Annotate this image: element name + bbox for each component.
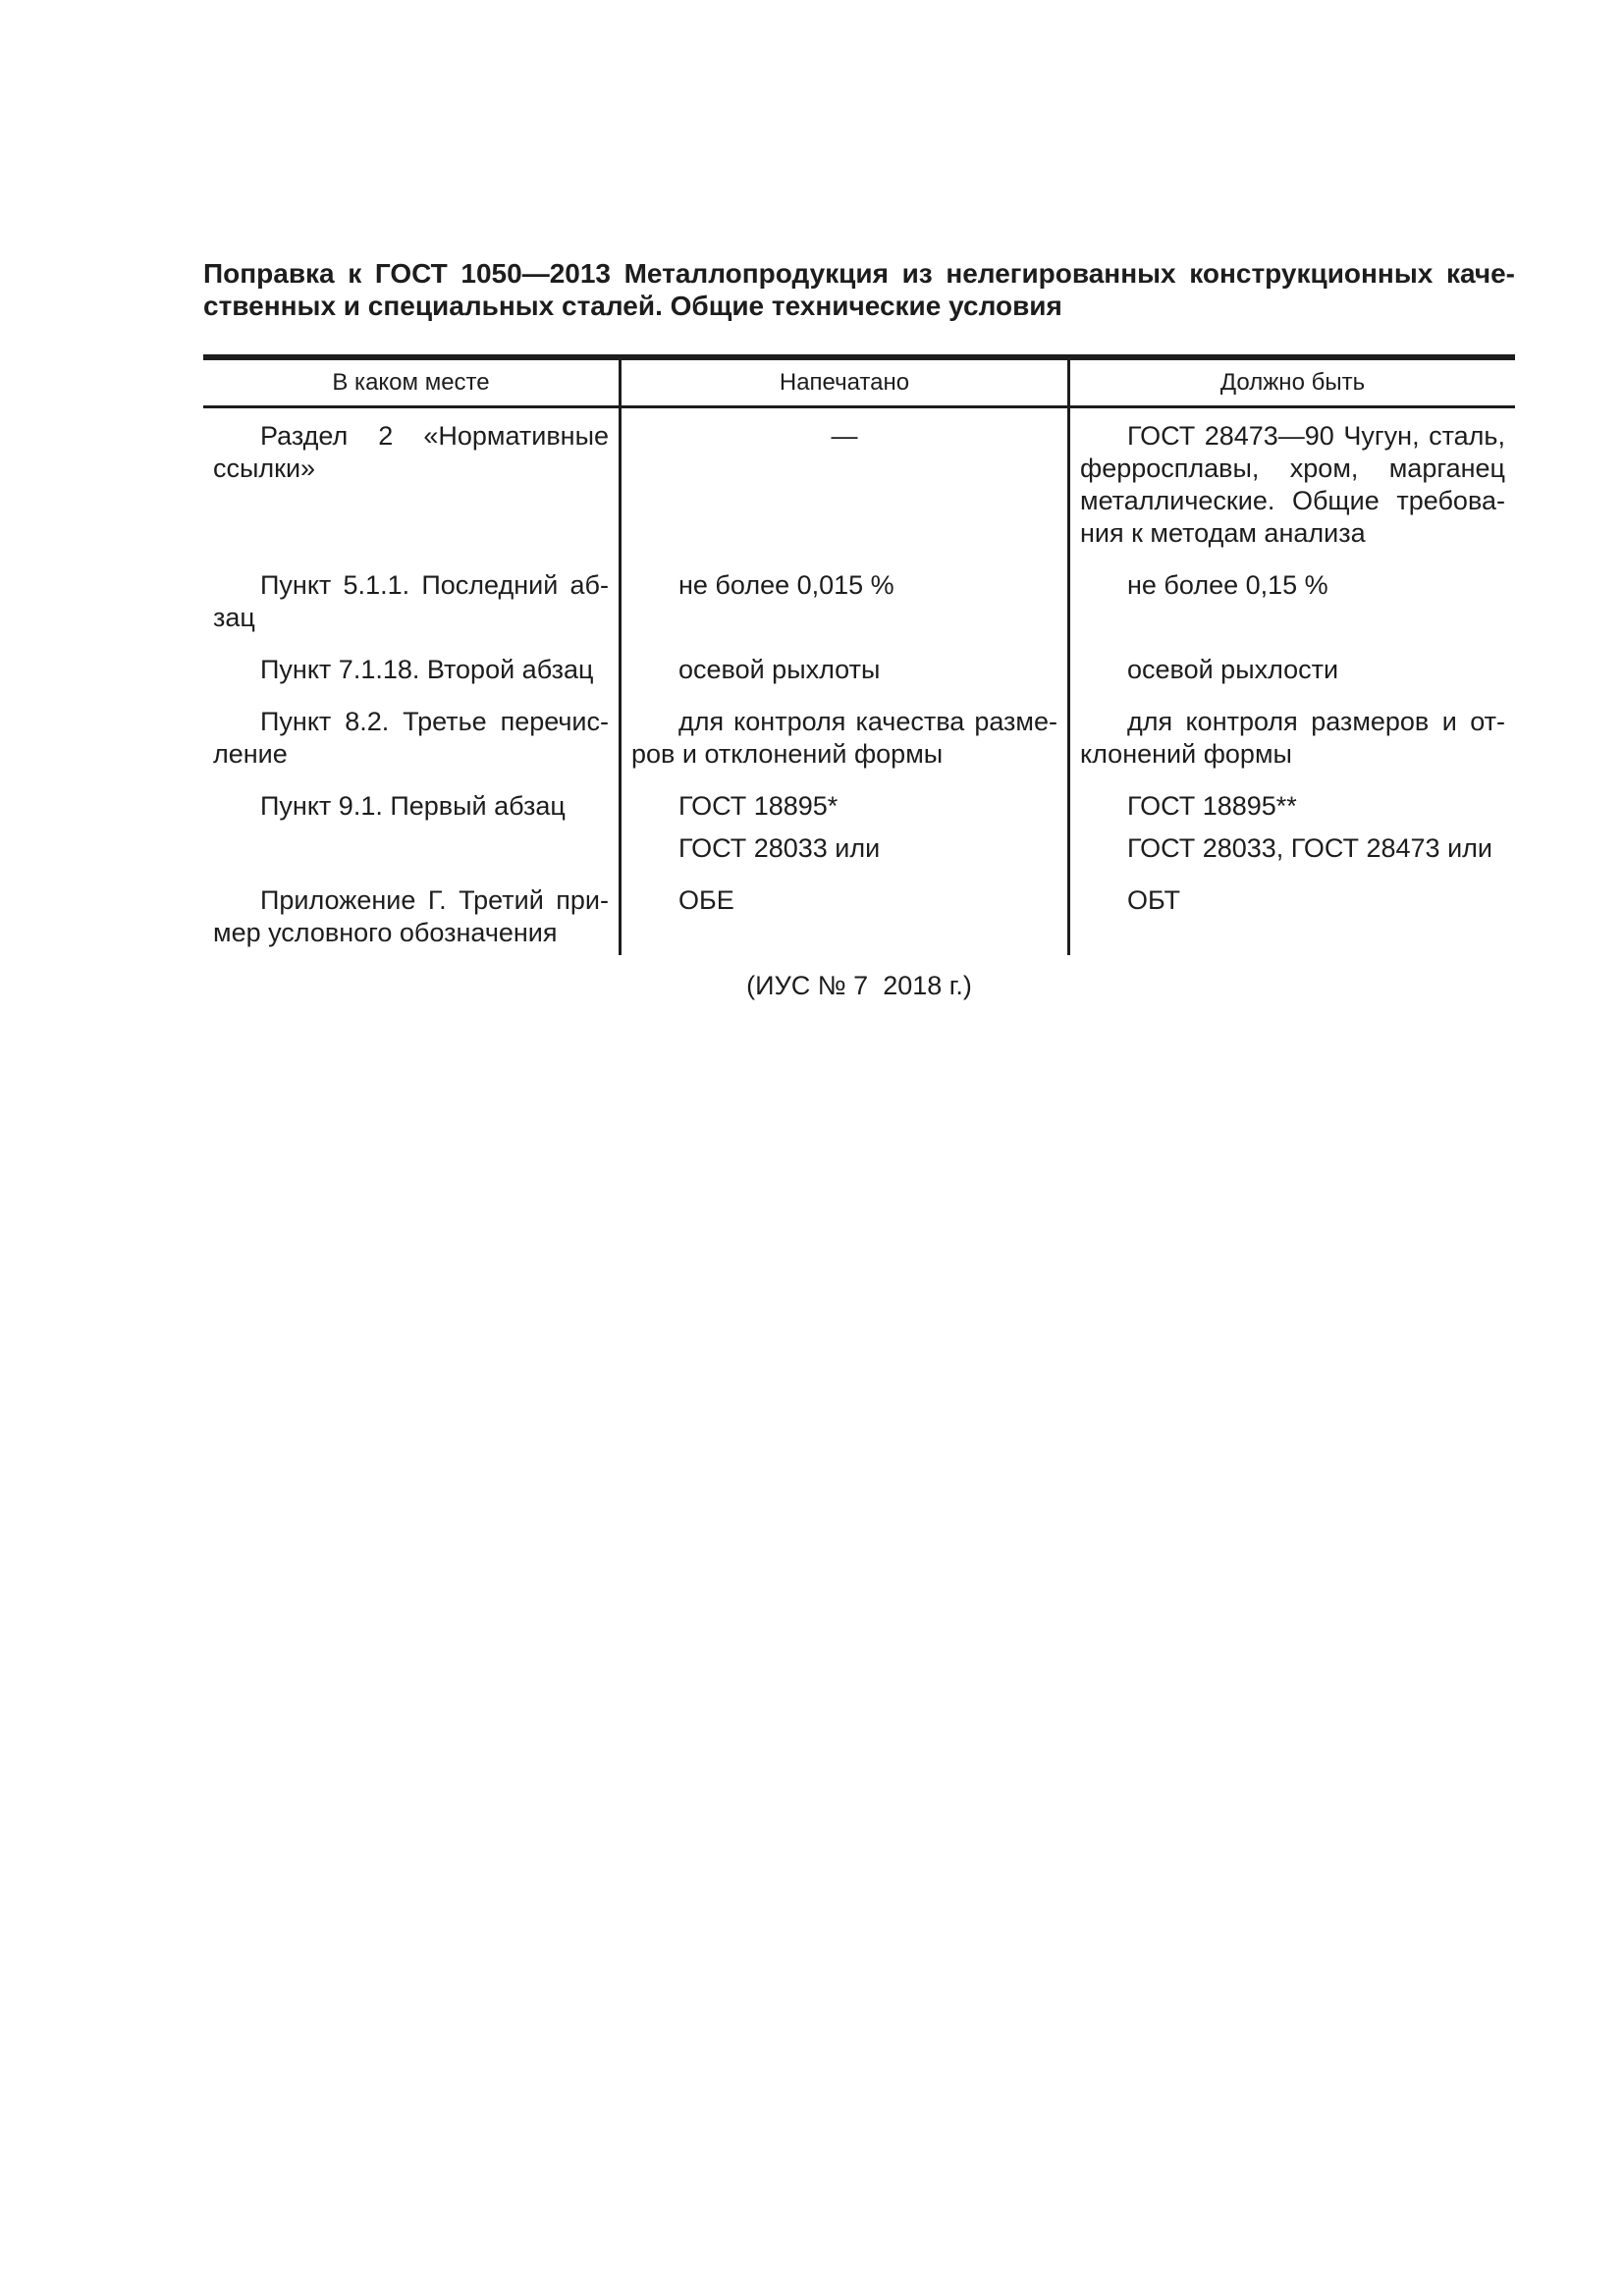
table-cell-location <box>203 654 619 706</box>
source-note: (ИУС № 7 2018 г.) <box>746 971 972 1000</box>
cell-line: Раздел 2 «Нормативные <box>260 421 609 451</box>
table-cell-should-be <box>1067 408 1515 569</box>
table-cell-location <box>203 706 619 790</box>
cell-line: не более 0,015 % <box>678 570 894 600</box>
cell-line: ров и отклонений формы <box>631 739 944 769</box>
cell-line: клонений формы <box>1080 739 1292 769</box>
cell-line: ГОСТ 18895* <box>678 791 839 821</box>
cell-line: ОБЕ <box>678 885 734 915</box>
document-title-line2: ственных и специальных сталей. Общие технические условия <box>203 291 1062 321</box>
table-cell-location <box>203 884 619 955</box>
table-cell-location <box>203 408 619 569</box>
table-cell-should-be <box>1067 706 1515 790</box>
table-cell-printed <box>619 654 1067 706</box>
cell-line: Пункт 5.1.1. Последний аб- <box>260 570 609 600</box>
table-cell-printed <box>619 790 1067 884</box>
cell-line: ГОСТ 18895** <box>1127 791 1297 821</box>
cell-line: Пункт 8.2. Третье перечис- <box>260 707 609 736</box>
table-cell-should-be <box>1067 654 1515 706</box>
cell-line: ферросплавы, хром, марганец <box>1080 454 1505 483</box>
table-cell-should-be <box>1067 884 1515 955</box>
document-title-line1: Поправка к ГОСТ 1050—2013 Металлопродукция из нелегированных конструкционных каче- <box>203 258 1515 289</box>
table-cell-printed <box>619 884 1067 955</box>
cell-line: ния к методам анализа <box>1080 518 1366 548</box>
cell-line: ГОСТ 28033, ГОСТ 28473 или <box>1127 833 1492 863</box>
cell-line: металлические. Общие требова- <box>1080 486 1505 515</box>
cell-line: Пункт 7.1.18. Второй абзац <box>260 655 594 684</box>
cell-line: ление <box>213 739 288 769</box>
cell-line: зац <box>213 603 255 632</box>
cell-line: ссылки» <box>213 454 316 483</box>
table-header-printed: Напечатано <box>619 360 1067 408</box>
cell-line: — <box>831 421 858 451</box>
cell-line: осевой рыхлоты <box>678 655 881 684</box>
cell-line: мер условного обозначения <box>213 918 558 947</box>
cell-line: для контроля качества разме- <box>678 707 1057 736</box>
table-cell-location <box>203 569 619 654</box>
cell-line: Приложение Г. Третий при- <box>260 885 609 915</box>
document-title <box>203 257 1515 322</box>
cell-line: осевой рыхлости <box>1127 655 1339 684</box>
table-header-should-be: Должно быть <box>1067 360 1515 408</box>
cell-line: ГОСТ 28033 или <box>678 833 881 863</box>
table-cell-printed <box>619 408 1067 569</box>
cell-line: ОБТ <box>1127 885 1180 915</box>
cell-line: для контроля размеров и от- <box>1127 707 1505 736</box>
cell-line: Пункт 9.1. Первый абзац <box>260 791 566 821</box>
correction-table <box>203 354 1515 955</box>
table-header-location: В каком месте <box>203 360 619 408</box>
table-cell-should-be <box>1067 790 1515 884</box>
table-cell-location <box>203 790 619 884</box>
table-cell-should-be <box>1067 569 1515 654</box>
table-cell-printed <box>619 569 1067 654</box>
table-cell-printed <box>619 706 1067 790</box>
cell-line: не более 0,15 % <box>1127 570 1328 600</box>
cell-line: ГОСТ 28473—90 Чугун, сталь, <box>1127 421 1505 451</box>
